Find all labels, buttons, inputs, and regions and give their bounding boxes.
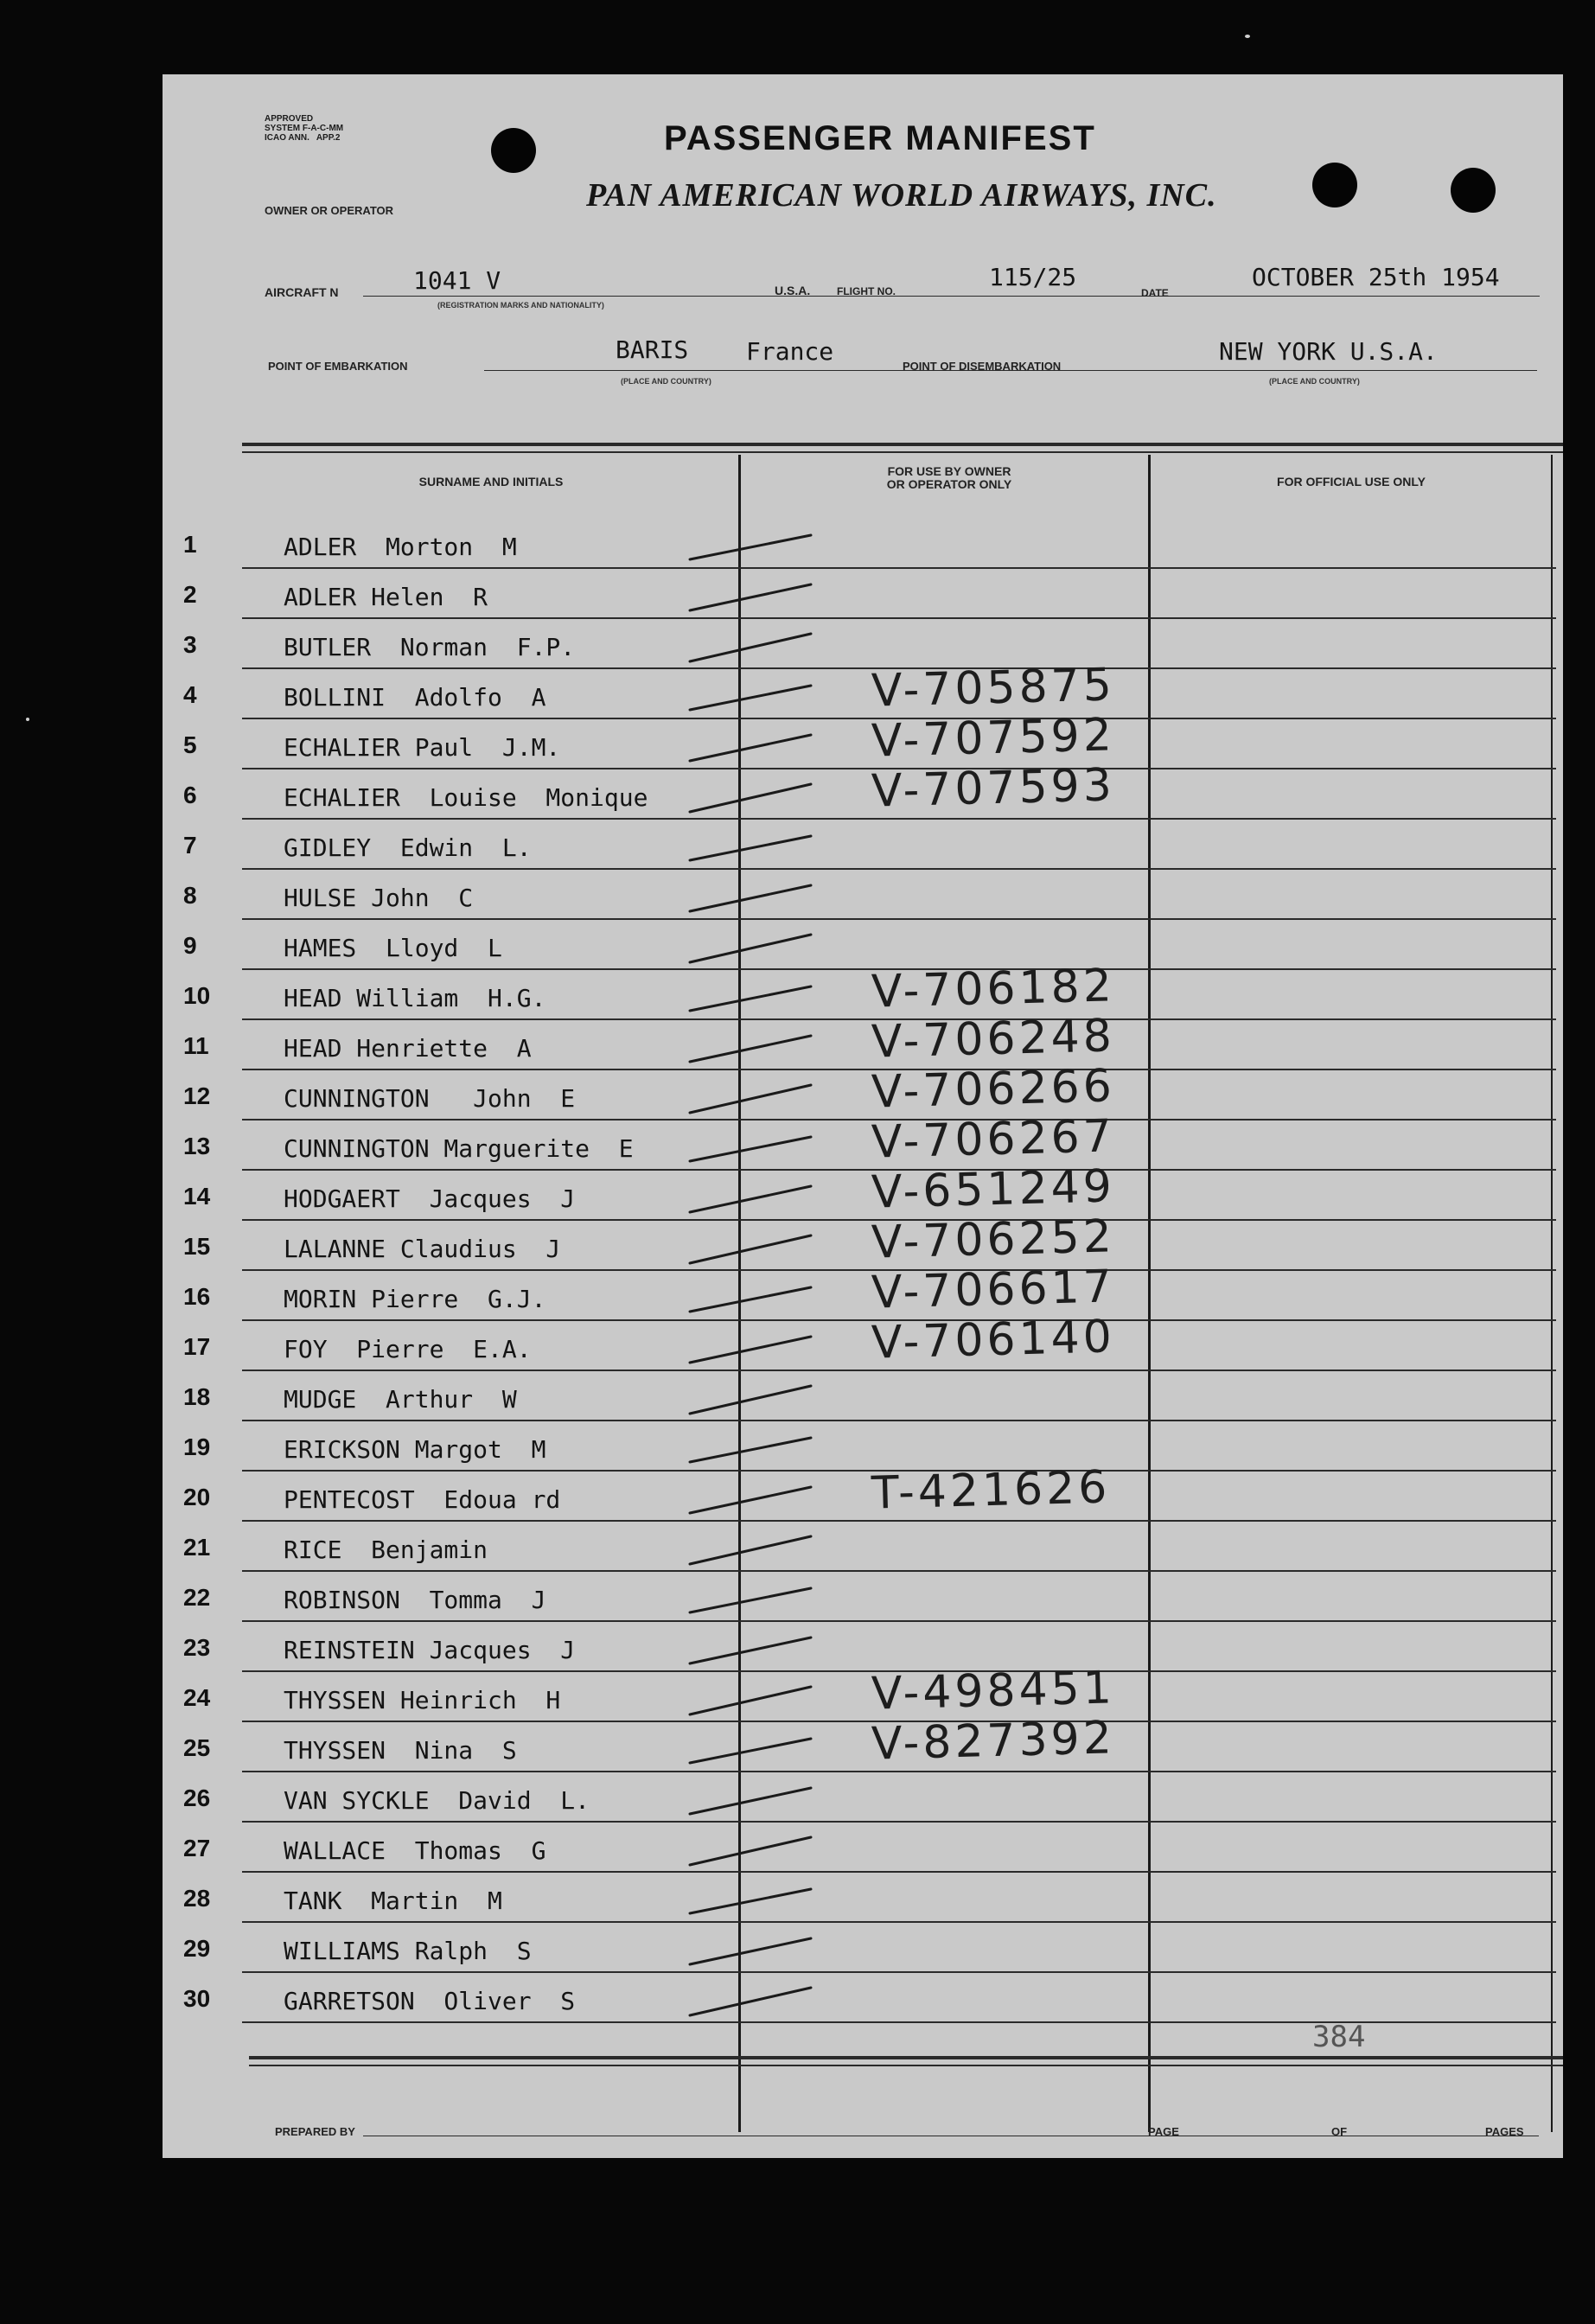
row-number: 19	[183, 1433, 211, 1460]
row-number: 2	[183, 581, 197, 608]
prepared-by-label: PREPARED BY	[275, 2125, 355, 2138]
table-bottom-rule	[249, 2056, 1563, 2059]
registration-note: (REGISTRATION MARKS AND NATIONALITY)	[437, 301, 604, 310]
passenger-name: VAN SYCKLE David L.	[284, 1786, 590, 1815]
passenger-name: WALLACE Thomas G	[284, 1836, 546, 1865]
row-number: 28	[183, 1885, 211, 1912]
visa-number: V-705875	[871, 659, 1116, 718]
flight-label: FLIGHT NO.	[837, 285, 896, 297]
row-rule	[242, 918, 1556, 920]
flight-underline	[920, 296, 1214, 297]
visa-number: V-827392	[871, 1712, 1116, 1771]
tally-mark	[681, 1473, 854, 1525]
column-divider-official	[1148, 455, 1151, 2132]
column-header-official-use: FOR OFFICIAL USE ONLY	[1277, 475, 1426, 488]
row-number: 30	[183, 1985, 211, 2012]
disembarkation-label: POINT OF DISEMBARKATION	[903, 360, 1062, 373]
passenger-name: WILLIAMS Ralph S	[284, 1937, 532, 1965]
row-number: 5	[183, 731, 197, 758]
passenger-name: LALANNE Claudius J	[284, 1235, 561, 1263]
usa-label: U.S.A.	[775, 284, 811, 297]
airline-name: PAN AMERICAN WORLD AIRWAYS, INC.	[586, 177, 1217, 214]
row-rule	[242, 1971, 1556, 1973]
visa-number: V-706248	[871, 1010, 1116, 1069]
tally-mark	[681, 972, 854, 1024]
table-bottom-rule-inner	[249, 2065, 1563, 2066]
place-note-embark: (PLACE AND COUNTRY)	[621, 377, 711, 386]
passenger-name: MUDGE Arthur W	[284, 1385, 517, 1414]
row-number: 18	[183, 1383, 211, 1410]
tally-mark	[681, 671, 854, 723]
passenger-name: ECHALIER Louise Monique	[284, 783, 648, 812]
row-rule	[242, 818, 1556, 820]
row-rule	[242, 1821, 1556, 1823]
form-title: PASSENGER MANIFEST	[664, 119, 1096, 157]
row-rule	[242, 1620, 1556, 1622]
passenger-name: MORIN Pierre G.J.	[284, 1285, 546, 1313]
passenger-name: ECHALIER Paul J.M.	[284, 733, 561, 762]
passenger-name: FOY Pierre E.A.	[284, 1335, 532, 1363]
visa-number: V-706267	[871, 1110, 1116, 1169]
aircraft-value: 1041 V	[413, 266, 501, 295]
tally-mark	[681, 1223, 854, 1274]
tally-mark	[681, 621, 854, 673]
visa-number: V-706182	[871, 960, 1116, 1018]
column-header-owner-use: FOR USE BY OWNER OR OPERATOR ONLY	[886, 464, 1012, 491]
row-number: 4	[183, 681, 197, 708]
tally-mark	[681, 1724, 854, 1776]
passenger-name: BOLLINI Adolfo A	[284, 683, 546, 712]
passenger-name: HAMES Lloyd L	[284, 934, 502, 962]
of-label: OF	[1331, 2125, 1348, 2138]
tally-mark	[681, 1172, 854, 1224]
tally-mark	[681, 1975, 854, 2027]
passenger-name: TANK Martin M	[284, 1887, 502, 1915]
tally-mark	[681, 1072, 854, 1124]
tally-mark	[681, 771, 854, 823]
row-rule	[242, 868, 1556, 870]
passenger-name: REINSTEIN Jacques J	[284, 1636, 576, 1664]
approval-note: APPROVED SYSTEM F-A-C-MM ICAO ANN. APP.2	[265, 114, 344, 143]
tally-mark	[681, 1423, 854, 1475]
row-rule	[242, 1871, 1556, 1873]
visa-number: V-706266	[871, 1060, 1116, 1119]
tally-mark	[681, 1925, 854, 1976]
row-number: 11	[183, 1032, 209, 1059]
tally-mark	[681, 520, 854, 572]
tally-mark	[681, 1624, 854, 1676]
visa-number: V-706252	[871, 1210, 1116, 1269]
tally-mark	[681, 1874, 854, 1926]
tally-mark	[681, 1022, 854, 1074]
passenger-name: ADLER Helen R	[284, 583, 488, 611]
date-value: OCTOBER 25th 1954	[1252, 263, 1500, 291]
passenger-name: PENTECOST Edoua rd	[284, 1485, 561, 1514]
row-rule	[242, 567, 1556, 569]
page-stamp: 384	[1312, 2020, 1366, 2054]
visa-number: V-707592	[871, 709, 1116, 768]
passenger-name: RICE Benjamin	[284, 1536, 488, 1564]
passenger-name: ROBINSON Tomma J	[284, 1586, 546, 1614]
row-number: 8	[183, 882, 197, 909]
row-rule	[242, 1520, 1556, 1522]
passenger-name: THYSSEN Nina S	[284, 1736, 517, 1765]
embarkation-label: POINT OF EMBARKATION	[268, 360, 408, 373]
row-number: 16	[183, 1283, 211, 1310]
row-number: 13	[183, 1133, 211, 1159]
punch-hole	[491, 128, 536, 173]
passenger-name: CUNNINGTON John E	[284, 1084, 576, 1113]
tally-mark	[681, 1523, 854, 1575]
row-number: 7	[183, 832, 197, 859]
passenger-name: BUTLER Norman F.P.	[284, 633, 576, 661]
passenger-name: THYSSEN Heinrich H	[284, 1686, 561, 1714]
visa-number: V-706617	[871, 1261, 1116, 1319]
punch-hole	[1451, 168, 1496, 213]
row-number: 9	[183, 932, 197, 959]
tally-mark	[681, 1674, 854, 1726]
tally-mark	[681, 721, 854, 773]
row-rule	[242, 1771, 1556, 1772]
place-note-disembark: (PLACE AND COUNTRY)	[1269, 377, 1360, 386]
tally-mark	[681, 1122, 854, 1174]
row-number: 26	[183, 1784, 211, 1811]
row-number: 25	[183, 1734, 211, 1761]
embarkation-country: France	[746, 337, 834, 366]
tally-mark	[681, 1323, 854, 1375]
tally-mark	[681, 571, 854, 622]
passenger-name: ERICKSON Margot M	[284, 1435, 546, 1464]
row-rule	[242, 1370, 1556, 1371]
row-number: 21	[183, 1534, 211, 1561]
manifest-sheet	[163, 74, 1563, 2158]
passenger-name: GIDLEY Edwin L.	[284, 833, 532, 862]
tally-mark	[681, 821, 854, 873]
tally-mark	[681, 922, 854, 974]
row-number: 17	[183, 1333, 211, 1360]
pages-label: PAGES	[1485, 2125, 1524, 2138]
row-rule	[242, 617, 1556, 619]
passenger-name: GARRETSON Oliver S	[284, 1987, 576, 2015]
row-number: 27	[183, 1835, 211, 1861]
visa-number: V-498451	[871, 1662, 1116, 1721]
owner-label: OWNER OR OPERATOR	[265, 204, 394, 217]
passenger-name: HEAD Henriette A	[284, 1034, 532, 1063]
row-number: 10	[183, 982, 211, 1009]
flight-value: 115/25	[989, 263, 1077, 291]
row-number: 20	[183, 1484, 211, 1510]
visa-number: V-651249	[871, 1160, 1116, 1219]
row-number: 29	[183, 1935, 211, 1962]
embarkation-city: BARIS	[616, 335, 689, 364]
row-rule	[242, 1570, 1556, 1572]
row-number: 24	[183, 1684, 211, 1711]
table-top-rule	[242, 443, 1563, 446]
tally-mark	[681, 1373, 854, 1425]
row-number: 6	[183, 782, 197, 808]
tally-mark	[681, 1574, 854, 1625]
tally-mark	[681, 872, 854, 923]
passenger-name: CUNNINGTON Marguerite E	[284, 1134, 634, 1163]
tally-mark	[681, 1824, 854, 1876]
visa-number: T-421626	[871, 1461, 1112, 1520]
aircraft-label: AIRCRAFT N	[265, 285, 339, 299]
visa-number: V-706140	[871, 1311, 1116, 1370]
column-divider-right	[1551, 455, 1553, 2132]
row-number: 14	[183, 1183, 211, 1210]
passenger-name: HEAD William H.G.	[284, 984, 546, 1012]
visa-number: V-707593	[871, 759, 1116, 818]
tally-mark	[681, 1273, 854, 1325]
disembarkation-value: NEW YORK U.S.A.	[1219, 337, 1438, 366]
table-top-rule-inner	[242, 451, 1563, 453]
date-underline	[1181, 296, 1540, 297]
row-rule	[242, 1921, 1556, 1923]
scan-speck	[26, 718, 29, 721]
row-number: 23	[183, 1634, 211, 1661]
row-number: 22	[183, 1584, 211, 1611]
page-label: PAGE	[1148, 2125, 1179, 2138]
passenger-name: HULSE John C	[284, 884, 474, 912]
passenger-name: HODGAERT Jacques J	[284, 1184, 576, 1213]
row-number: 3	[183, 631, 197, 658]
tally-mark	[681, 1774, 854, 1826]
scan-speck	[1245, 35, 1250, 38]
date-label: DATE	[1141, 287, 1169, 299]
punch-hole	[1312, 163, 1357, 208]
column-header-surname: SURNAME AND INITIALS	[418, 475, 564, 488]
row-rule	[242, 1420, 1556, 1421]
passenger-name: ADLER Morton M	[284, 533, 517, 561]
row-number: 12	[183, 1082, 211, 1109]
row-number: 15	[183, 1233, 211, 1260]
row-number: 1	[183, 531, 197, 558]
